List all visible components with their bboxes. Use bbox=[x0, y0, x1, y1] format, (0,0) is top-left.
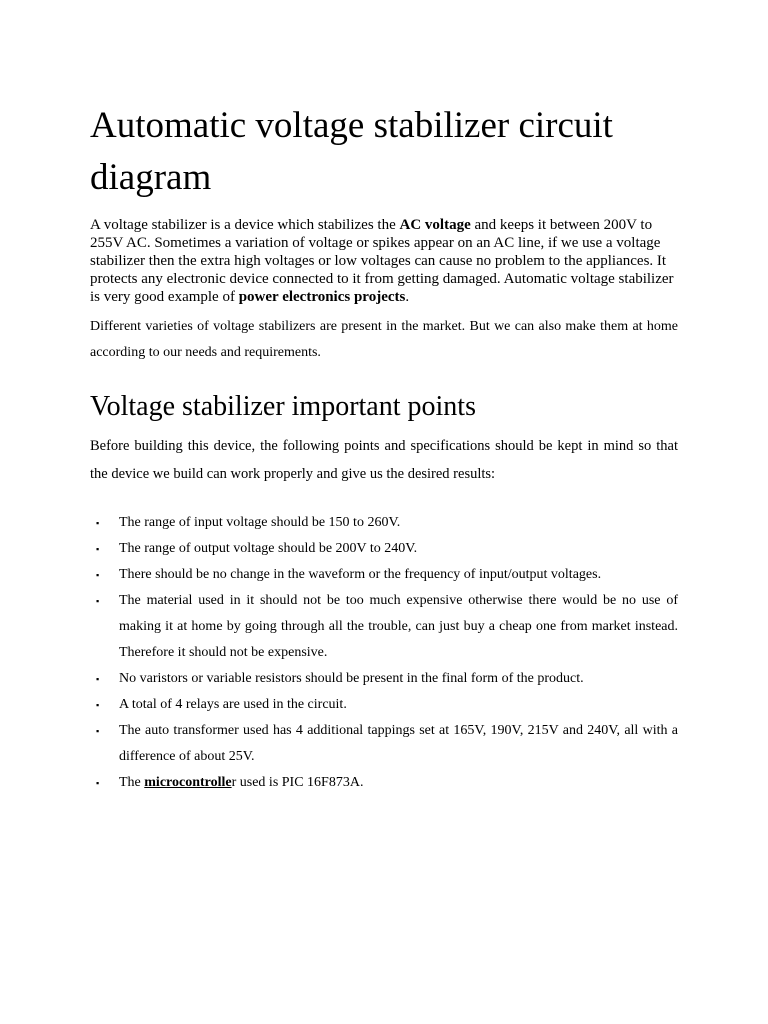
intro-paragraph bbox=[90, 216, 678, 306]
list-item bbox=[90, 536, 678, 562]
list-item-text: The range of input voltage should be 150 to 260V. bbox=[119, 515, 401, 530]
intro-mid-text: and keeps it between 200V to 255V AC. Sometimes a variation of voltage or spikes appear on an AC line, if we use a voltage stabilizer then the extra high voltages or low voltages can cause no problem to the appliances. It protects any electronic device connected to it from getting damaged. Automatic voltage stabilizer is very good example of bbox=[90, 217, 674, 305]
page-title: Automatic voltage stabilizer circuit diagram bbox=[90, 105, 613, 198]
list-item bbox=[90, 588, 678, 666]
bullet-square-icon: ▪ bbox=[96, 544, 100, 554]
list-item-text: No varistors or variable resistors should be present in the final form of the product. bbox=[119, 671, 584, 686]
list-item bbox=[90, 692, 678, 718]
list-item bbox=[90, 510, 678, 536]
intro-lead-text: A voltage stabilizer is a device which stabilizes the bbox=[90, 217, 400, 233]
list-item-text: The material used in it should not be too much expensive otherwise there would be no use of making it at home by going through all the trouble, can just buy a cheap one from market instead. Therefore it should not be expensive. bbox=[119, 593, 678, 660]
bullet-square-icon: ▪ bbox=[96, 674, 100, 684]
list-item-text: The auto transformer used has 4 additional tappings set at 165V, 190V, 215V and 240V, all with a difference of about 25V. bbox=[119, 723, 678, 764]
list-item-text: The range of output voltage should be 200V to 240V. bbox=[119, 541, 418, 556]
section-heading: Voltage stabilizer important points bbox=[90, 391, 476, 422]
list-item bbox=[90, 718, 678, 770]
specifications-intro-paragraph: Before building this device, the following points and specifications should be kept in mind so that the device we build can work properly and give us the desired results: bbox=[90, 438, 678, 482]
bullet-square-icon: ▪ bbox=[96, 726, 100, 736]
document-page bbox=[90, 100, 678, 796]
list-item-text: A total of 4 relays are used in the circuit. bbox=[119, 697, 347, 712]
specifications-list bbox=[90, 510, 678, 796]
intro-tail-text: . bbox=[405, 289, 410, 305]
list-item bbox=[90, 770, 678, 796]
varieties-paragraph: Different varieties of voltage stabilizers are present in the market. But we can also make them at home according to our needs and requirements. bbox=[90, 319, 678, 360]
bullet-square-icon: ▪ bbox=[96, 778, 100, 788]
list-item-text: There should be no change in the waveform or the frequency of input/output voltages. bbox=[119, 567, 602, 582]
bullet-square-icon: ▪ bbox=[96, 700, 100, 710]
list-item-text-pre: The bbox=[119, 775, 145, 790]
bullet-square-icon: ▪ bbox=[96, 570, 100, 580]
bullet-square-icon: ▪ bbox=[96, 596, 100, 606]
microcontroller-link[interactable]: microcontrolle bbox=[144, 775, 232, 790]
ac-voltage-link[interactable]: AC voltage bbox=[399, 217, 471, 233]
bullet-square-icon: ▪ bbox=[96, 518, 100, 528]
list-item bbox=[90, 562, 678, 588]
list-item bbox=[90, 666, 678, 692]
power-electronics-projects-link[interactable]: power electronics projects bbox=[238, 289, 406, 305]
list-item-text-post: r used is PIC 16F873A. bbox=[231, 775, 364, 790]
